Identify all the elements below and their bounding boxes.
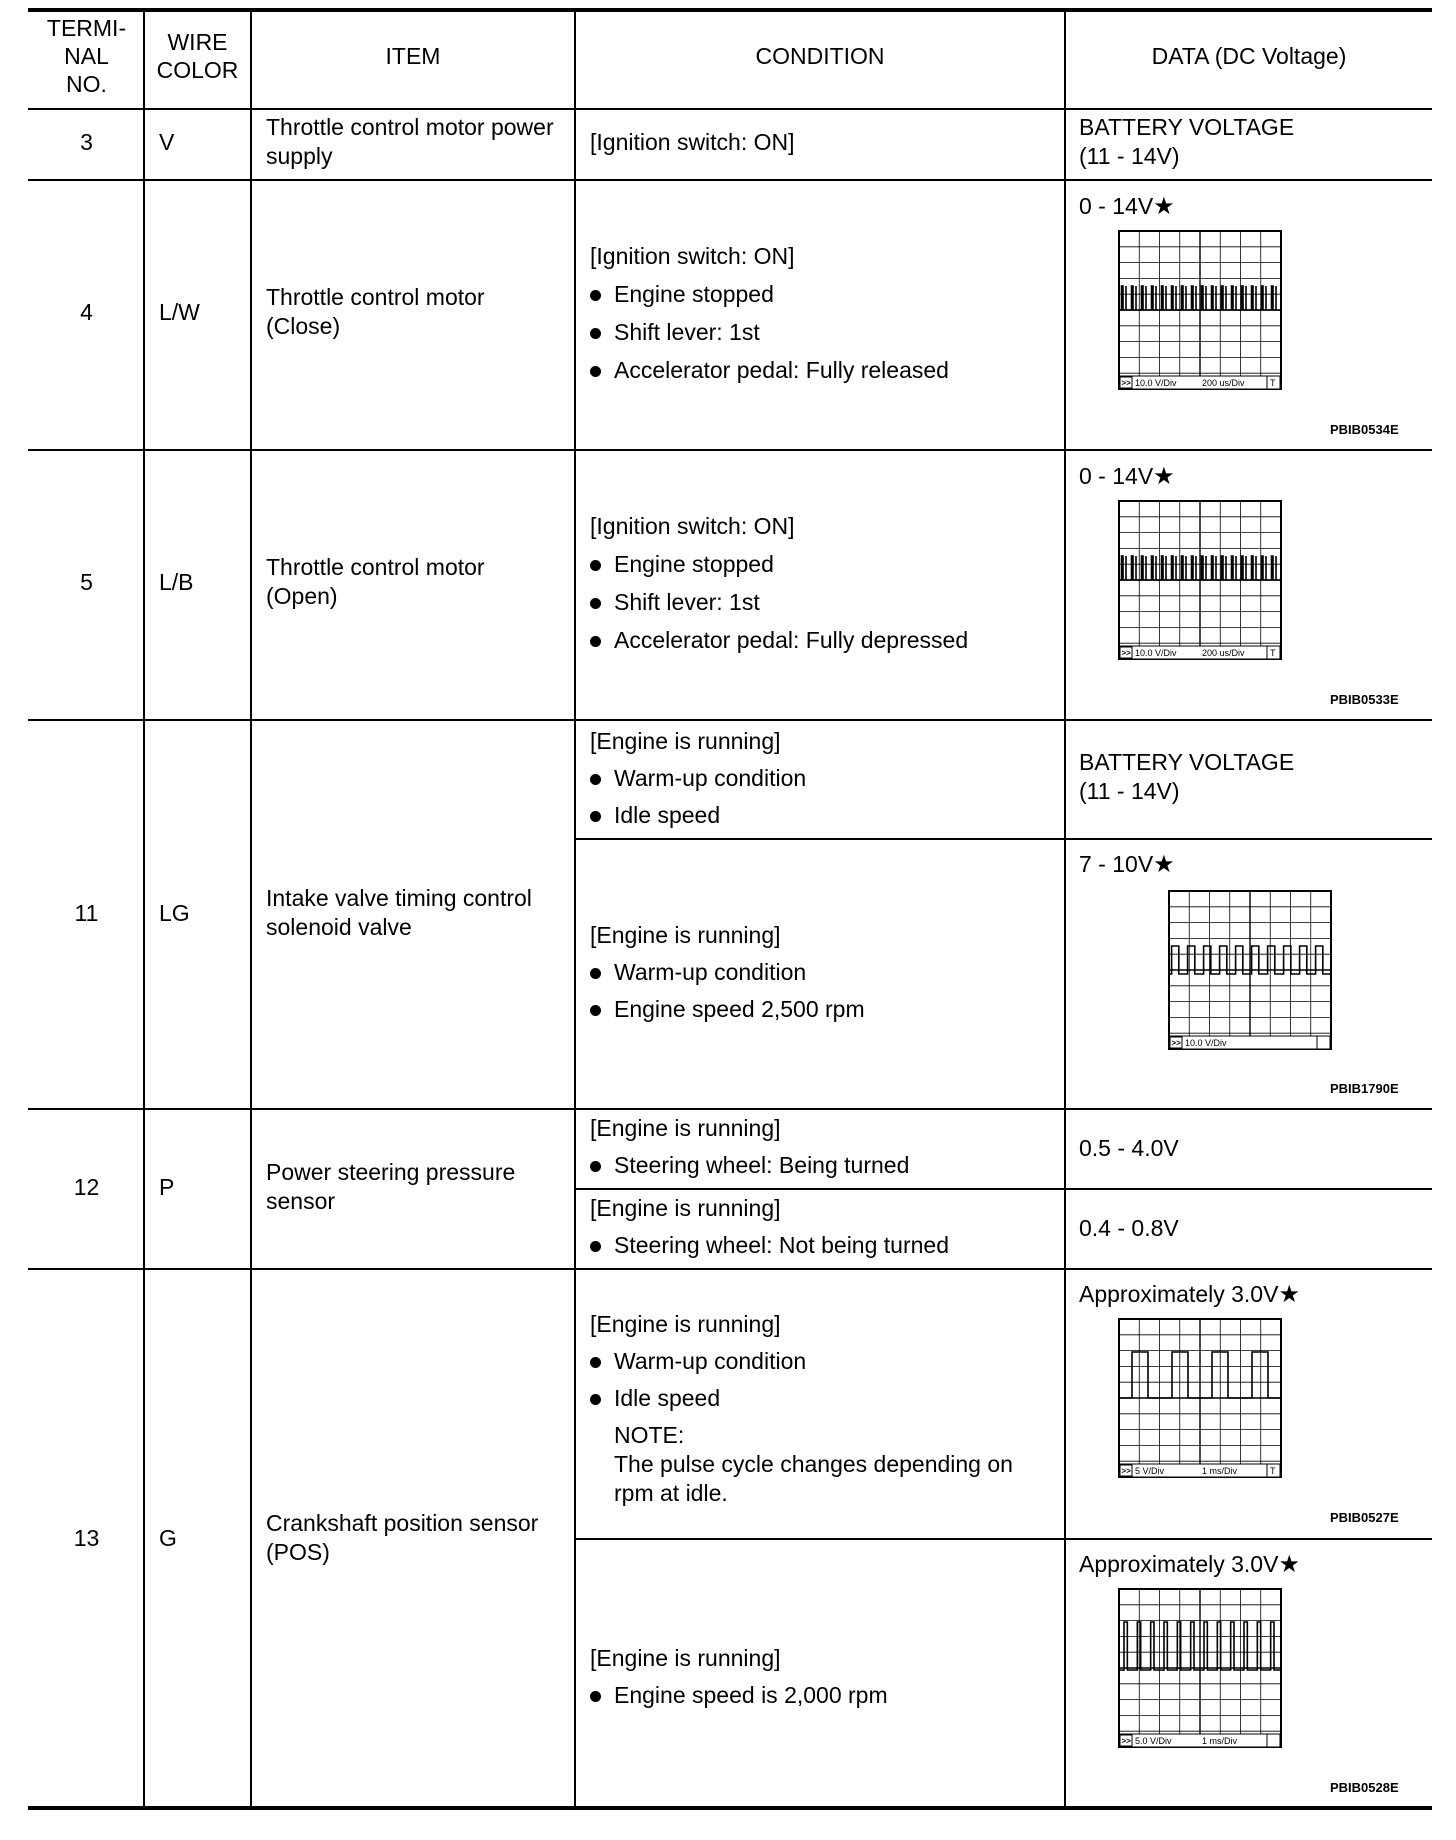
voltage-range: 0 - 14V <box>1079 193 1154 219</box>
voltage-range: 0 - 14V <box>1079 463 1154 489</box>
voltage-range: Approximately 3.0V <box>1079 1551 1279 1577</box>
data-value <box>1079 462 1175 491</box>
row-divider <box>28 1108 1432 1110</box>
wire-color: LG <box>159 900 190 926</box>
scope-arrow-icon: >> <box>1121 378 1131 388</box>
scope-trigger-flag: T <box>1270 1466 1276 1476</box>
scope-trigger-box <box>1267 1734 1280 1747</box>
scope-volt-div: 10.0 V/Div <box>1135 378 1177 388</box>
terminal-number: 11 <box>74 900 99 926</box>
item-name: Throttle control motor power supply <box>266 114 554 169</box>
table-top-border <box>28 8 1432 12</box>
subrow-divider <box>575 1538 1432 1540</box>
column-divider <box>574 10 576 1808</box>
scope-volt-div: 10.0 V/Div <box>1135 648 1177 658</box>
scope-trigger-box <box>1317 1036 1330 1049</box>
subrow-divider <box>575 1188 1432 1190</box>
data-value: 0.5 - 4.0V <box>1079 1135 1179 1161</box>
condition-heading: [Engine is running] <box>590 1195 781 1221</box>
condition-bullet: Engine stopped <box>614 281 774 307</box>
row-divider <box>28 179 1432 181</box>
item-name: Crankshaft position sensor (POS) <box>266 1510 539 1565</box>
terminal-number: 3 <box>80 129 93 155</box>
condition-heading: [Ignition switch: ON] <box>590 129 795 155</box>
condition-bullet: Engine speed 2,500 rpm <box>614 996 865 1022</box>
scope-screen <box>1118 230 1282 408</box>
condition-heading: [Engine is running] <box>590 1311 781 1337</box>
header-data: DATA (DC Voltage) <box>1151 43 1347 69</box>
scope-screen <box>1118 500 1282 678</box>
scope-volt-div: 5.0 V/Div <box>1135 1736 1172 1746</box>
scope-screen <box>1118 1318 1282 1496</box>
column-divider <box>143 10 145 1808</box>
wire-color: P <box>159 1174 175 1200</box>
figure-code: PBIB0527E <box>1330 1510 1399 1525</box>
wire-color: V <box>159 129 175 155</box>
header-condition: CONDITION <box>755 43 885 69</box>
data-value <box>1079 850 1175 879</box>
condition-bullet: Steering wheel: Not being turned <box>614 1232 949 1258</box>
wire-color: L/B <box>159 569 194 595</box>
condition-bullet: Engine speed is 2,000 rpm <box>614 1682 888 1708</box>
table-bottom-border <box>28 1806 1432 1810</box>
condition-bullet: Idle speed <box>614 802 721 828</box>
condition-heading: [Engine is running] <box>590 1115 781 1141</box>
star-icon: ★ <box>1153 193 1175 220</box>
star-icon: ★ <box>1153 851 1175 878</box>
scope-time-div: 200 us/Div <box>1202 648 1245 658</box>
terminal-number: 13 <box>73 1525 100 1551</box>
terminal-number: 5 <box>80 569 93 595</box>
scope-arrow-icon: >> <box>1121 1466 1131 1476</box>
voltage-range: Approximately 3.0V <box>1079 1281 1279 1307</box>
scope-time-div: 200 us/Div <box>1202 378 1245 388</box>
condition-heading: [Ignition switch: ON] <box>590 243 795 269</box>
scope-arrow-icon: >> <box>1171 1038 1181 1048</box>
data-value: BATTERY VOLTAGE (11 - 14V) <box>1079 749 1295 804</box>
item-name: Throttle control motor (Open) <box>266 554 485 609</box>
data-value: BATTERY VOLTAGE (11 - 14V) <box>1079 114 1295 169</box>
condition-bullet: Warm-up condition <box>614 959 807 985</box>
scope-trigger-flag: T <box>1270 648 1276 658</box>
condition-heading: [Engine is running] <box>590 728 781 754</box>
condition-bullet: Engine stopped <box>614 551 774 577</box>
scope-volt-div: 10.0 V/Div <box>1185 1038 1227 1048</box>
data-value <box>1079 1280 1300 1309</box>
note-title: NOTE: <box>614 1422 685 1448</box>
star-icon: ★ <box>1278 1551 1300 1578</box>
oscilloscope-waveform <box>1118 230 1282 408</box>
figure-code: PBIB0534E <box>1330 422 1399 437</box>
condition-bullet: Shift lever: 1st <box>614 589 760 615</box>
condition-bullet: Warm-up condition <box>614 1348 807 1374</box>
terminal-number: 12 <box>73 1174 100 1200</box>
terminal-number: 4 <box>80 299 93 325</box>
wire-color: L/W <box>159 299 200 325</box>
scope-time-div: 1 ms/Div <box>1202 1736 1238 1746</box>
item-name: Intake valve timing control solenoid valve <box>266 885 532 940</box>
oscilloscope-waveform <box>1168 890 1332 1068</box>
condition-bullet: Accelerator pedal: Fully released <box>614 357 949 383</box>
row-divider <box>28 449 1432 451</box>
header-divider <box>28 108 1432 110</box>
data-value <box>1079 192 1175 221</box>
row-divider <box>28 719 1432 721</box>
wire-color: G <box>159 1525 177 1551</box>
scope-time-div: 1 ms/Div <box>1202 1466 1238 1476</box>
condition-bullet: Warm-up condition <box>614 765 807 791</box>
item-name: Power steering pressure sensor <box>266 1159 516 1214</box>
figure-code: PBIB1790E <box>1330 1081 1399 1096</box>
star-icon: ★ <box>1278 1281 1300 1308</box>
column-divider <box>1064 10 1066 1808</box>
header-terminal-no: TERMI- NAL NO. <box>46 15 127 97</box>
oscilloscope-waveform <box>1118 1588 1282 1766</box>
oscilloscope-waveform <box>1118 500 1282 678</box>
condition-heading: [Ignition switch: ON] <box>590 513 795 539</box>
figure-code: PBIB0528E <box>1330 1780 1399 1795</box>
oscilloscope-waveform <box>1118 1318 1282 1496</box>
scope-trigger-flag: T <box>1270 378 1276 388</box>
condition-bullet: Steering wheel: Being turned <box>614 1152 910 1178</box>
figure-code: PBIB0533E <box>1330 692 1399 707</box>
condition-bullet: Accelerator pedal: Fully depressed <box>614 627 969 653</box>
condition-heading: [Engine is running] <box>590 1645 781 1671</box>
header-item: ITEM <box>385 43 441 69</box>
scope-volt-div: 5 V/Div <box>1135 1466 1165 1476</box>
data-value: 0.4 - 0.8V <box>1079 1215 1179 1241</box>
condition-bullet: Shift lever: 1st <box>614 319 760 345</box>
star-icon: ★ <box>1153 463 1175 490</box>
column-divider <box>250 10 252 1808</box>
scope-arrow-icon: >> <box>1121 1736 1131 1746</box>
scope-arrow-icon: >> <box>1121 648 1131 658</box>
scope-screen <box>1118 1588 1282 1766</box>
note-text: The pulse cycle changes depending on rpm at idle. <box>614 1451 1013 1506</box>
item-name: Throttle control motor (Close) <box>266 284 485 339</box>
scope-screen <box>1168 890 1332 1068</box>
subrow-divider <box>575 838 1432 840</box>
header-wire-color: WIRE COLOR <box>156 29 239 83</box>
data-value <box>1079 1550 1300 1579</box>
condition-heading: [Engine is running] <box>590 922 781 948</box>
voltage-range: 7 - 10V <box>1079 851 1154 877</box>
condition-bullet: Idle speed <box>614 1385 721 1411</box>
row-divider <box>28 1268 1432 1270</box>
